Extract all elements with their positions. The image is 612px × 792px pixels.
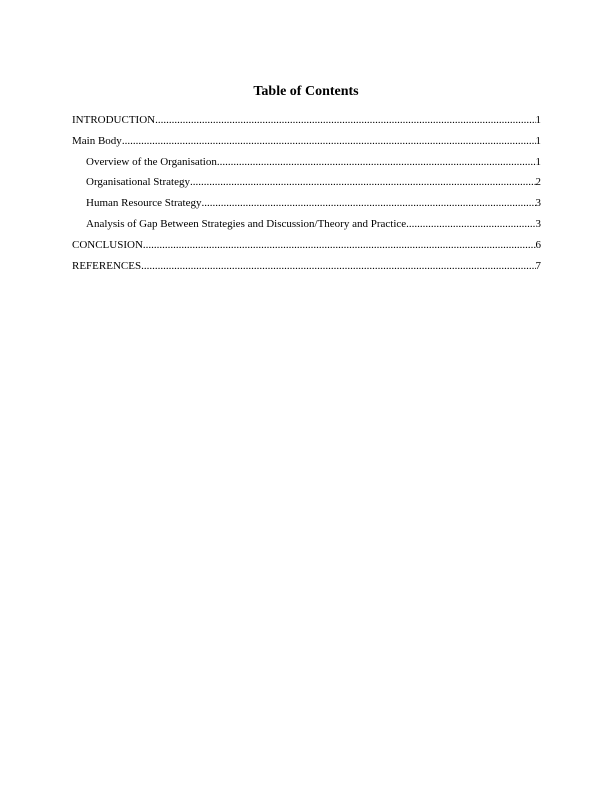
toc-title: Table of Contents xyxy=(253,84,359,99)
toc-entry-label: INTRODUCTION xyxy=(72,114,156,126)
toc-entry-label: REFERENCES xyxy=(72,259,142,272)
toc-entry-organisational-strategy[interactable] xyxy=(72,175,541,196)
toc-page-number: 3 xyxy=(535,197,541,210)
toc-entry-introduction[interactable] xyxy=(72,113,541,134)
dot-leader xyxy=(122,134,536,148)
dot-leader xyxy=(201,196,535,210)
toc-entry-label: Human Resource Strategy xyxy=(86,197,202,210)
toc-entry-analysis-of-gap[interactable] xyxy=(72,217,541,238)
toc-page-number: 3 xyxy=(535,217,541,230)
dot-leader xyxy=(406,217,535,231)
toc-entry-main-body[interactable] xyxy=(72,134,541,155)
toc-page-number: 1 xyxy=(535,155,541,168)
toc-page-number: 6 xyxy=(535,238,541,251)
toc-page-number: 7 xyxy=(535,259,541,272)
toc-entry-label: CONCLUSION xyxy=(72,238,143,251)
toc-entry-references[interactable] xyxy=(72,259,541,280)
dot-leader xyxy=(141,259,535,273)
toc-list xyxy=(72,113,541,279)
toc-page-number: 2 xyxy=(535,176,541,189)
dot-leader xyxy=(143,238,536,252)
toc-entry-label: Overview of the Organisation xyxy=(86,155,217,168)
toc-page-number: 1 xyxy=(535,134,541,147)
dot-leader xyxy=(190,175,536,189)
toc-page-number: 1 xyxy=(535,114,541,126)
toc-entry-overview-of-organisation[interactable] xyxy=(72,155,541,176)
toc-entry-label: Main Body xyxy=(72,134,122,147)
toc-entry-label: Analysis of Gap Between Strategies and Discussion/Theory and Practice xyxy=(86,217,407,230)
dot-leader xyxy=(155,113,535,127)
toc-entry-label: Organisational Strategy xyxy=(86,176,190,189)
toc-entry-conclusion[interactable] xyxy=(72,238,541,259)
toc-entry-human-resource-strategy[interactable] xyxy=(72,196,541,217)
dot-leader xyxy=(217,155,536,169)
